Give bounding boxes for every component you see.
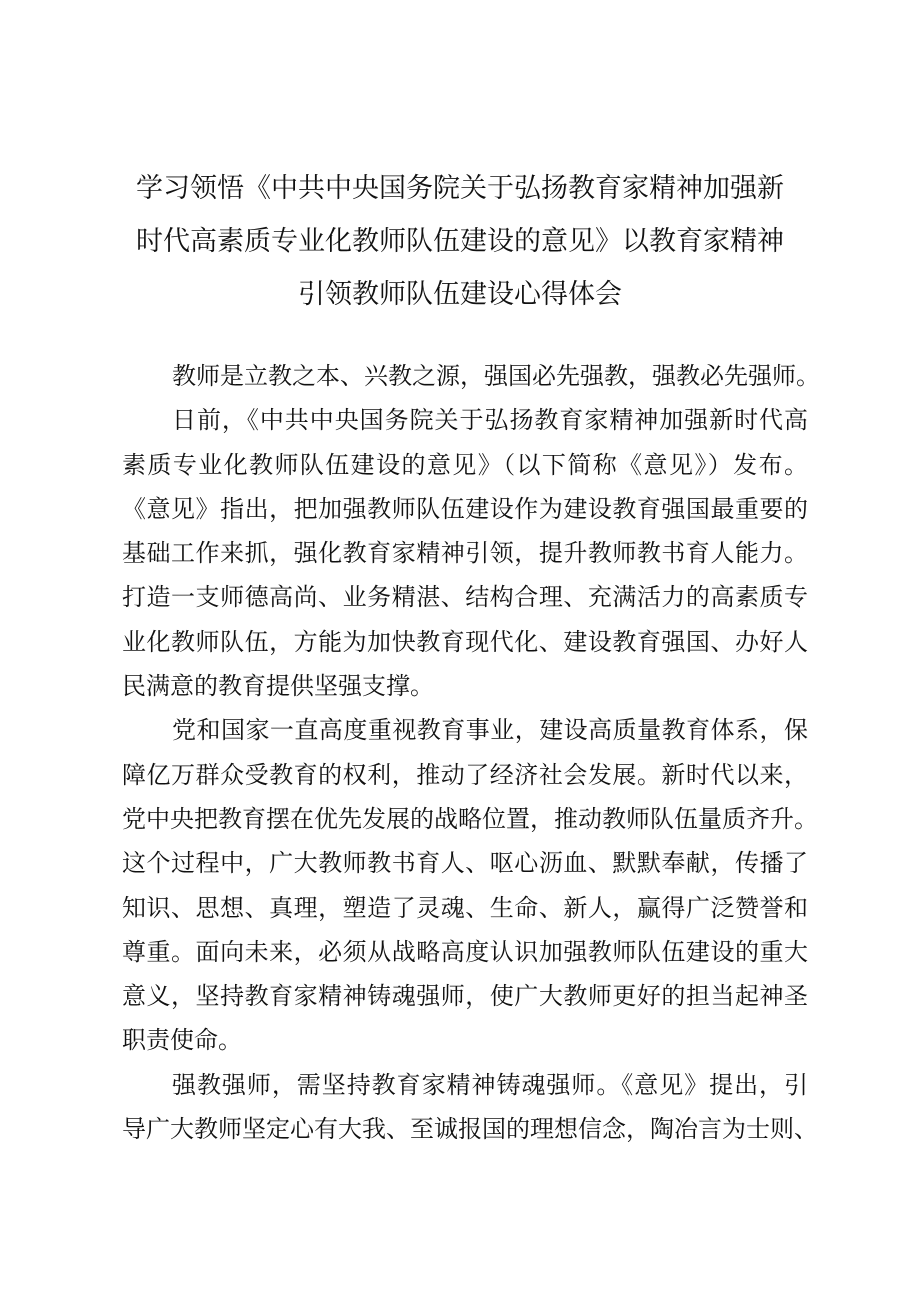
- text-line: 素质专业化教师队伍建设的意见》（以下简称《意见》）发布。: [122, 450, 808, 479]
- title-line: 引领教师队伍建设心得体会: [298, 279, 622, 310]
- text-line: 民满意的教育提供坚强支撑。: [122, 672, 434, 701]
- document-title: [120, 162, 800, 321]
- paragraph-3: [122, 708, 818, 1062]
- text-line: 意义，坚持教育家精神铸魂强师，使广大教师更好的担当起神圣: [122, 982, 808, 1011]
- title-line: 学习领悟《中共中央国务院关于弘扬教育家精神加强新: [136, 173, 784, 204]
- text-line: 障亿万群众受教育的权利，推动了经济社会发展。新时代以来，: [122, 760, 808, 789]
- title-line: 时代高素质专业化教师队伍建设的意见》以教育家精神: [136, 226, 784, 257]
- text-line: 教师是立教之本、兴教之源，强国必先强教，强教必先强师。: [172, 362, 820, 390]
- paragraph-2: [122, 398, 808, 708]
- paragraph-4: [122, 1063, 818, 1152]
- text-line: 尊重。面向未来，必须从战略高度认识加强教师队伍建设的重大: [122, 937, 808, 966]
- text-line: 日前，《中共中央国务院关于弘扬教育家精神加强新时代高: [172, 406, 808, 435]
- text-line: 导广大教师坚定心有大我、至诚报国的理想信念，陶冶言为士则、: [122, 1115, 818, 1144]
- text-line: 业化教师队伍，方能为加快教育现代化、建设教育强国、办好人: [122, 627, 808, 656]
- text-line: 知识、思想、真理，塑造了灵魂、生命、新人，赢得广泛赞誉和: [122, 893, 808, 922]
- document-body: [122, 354, 820, 1151]
- text-line: 党和国家一直高度重视教育事业，建设高质量教育体系，保: [172, 716, 808, 745]
- text-line: 职责使命。: [122, 1026, 242, 1055]
- paragraph-1: [122, 354, 820, 398]
- text-line: 党中央把教育摆在优先发展的战略位置，推动教师队伍量质齐升。: [122, 804, 818, 833]
- text-line: 强教强师，需坚持教育家精神铸魂强师。《意见》提出，引: [172, 1070, 808, 1099]
- text-line: 这个过程中，广大教师教书育人、呕心沥血、默默奉献，传播了: [122, 849, 808, 878]
- text-line: 《意见》指出，把加强教师队伍建设作为建设教育强国最重要的: [122, 494, 808, 523]
- text-line: 基础工作来抓，强化教育家精神引领，提升教师教书育人能力。: [122, 539, 808, 568]
- text-line: 打造一支师德高尚、业务精湛、结构合理、充满活力的高素质专: [122, 583, 808, 612]
